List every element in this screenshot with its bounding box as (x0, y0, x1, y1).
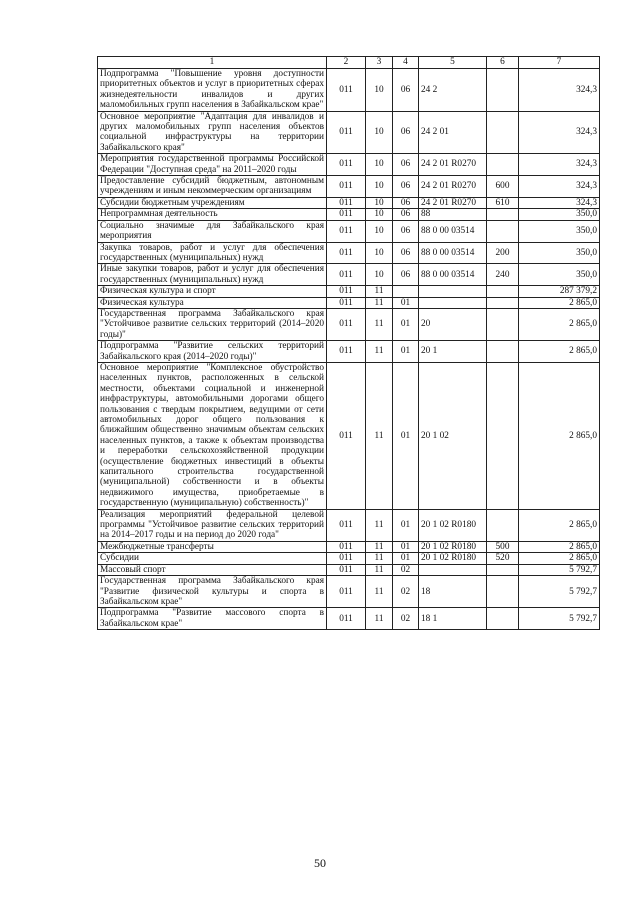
cell-amount: 350,0 (519, 242, 600, 264)
cell-target-article: 24 2 01 R0270 (419, 197, 487, 208)
cell-grbs: 011 (327, 341, 366, 363)
cell-grbs: 011 (327, 220, 366, 242)
cell-section: 10 (366, 209, 393, 220)
header-cell: 3 (366, 57, 393, 69)
cell-grbs: 011 (327, 264, 366, 286)
cell-name: Межбюджетные трансферты (98, 541, 327, 552)
cell-target-article: 20 (419, 308, 487, 340)
cell-expense-type (487, 308, 519, 340)
cell-target-article (419, 297, 487, 308)
cell-subsection: 02 (393, 608, 419, 630)
cell-grbs: 011 (327, 553, 366, 564)
cell-target-article: 88 0 00 03514 (419, 220, 487, 242)
cell-amount: 324,3 (519, 69, 600, 112)
cell-section: 11 (366, 608, 393, 630)
cell-target-article: 24 2 01 (419, 111, 487, 154)
cell-name: Основное мероприятие "Комплексное обустройство населенных пунктов, расположенных в сельской местности, объектами социальной и инженерной инфраструктуры, автомобильными дорогами общего пользования с твердым покрытием, ведущими от сети автомобильных дорог общего пользования к ближайшим общественно значимым объектам сельских населенных пунктов, а также к объектам производства и переработки сельскохозяйственной продукции (осуществление бюджетных инвестиций в объекты капитального строительства государственной (муниципальной) собственности и в объекты недвижимого имущества, приобретаемые в государственную (муниципальную) собственность)" (98, 362, 327, 509)
cell-target-article: 24 2 01 R0270 (419, 176, 487, 198)
cell-section: 11 (366, 341, 393, 363)
header-cell: 2 (327, 57, 366, 69)
table-row (98, 297, 600, 308)
cell-name: Основное мероприятие "Адаптация для инвалидов и других маломобильных групп населения объектов социальной инфраструктуры на территории Забайкальского края" (98, 111, 327, 154)
cell-expense-type: 610 (487, 197, 519, 208)
cell-section: 11 (366, 576, 393, 608)
cell-subsection (393, 286, 419, 297)
cell-section: 11 (366, 564, 393, 575)
cell-target-article: 20 1 (419, 341, 487, 363)
table-row (98, 209, 600, 220)
cell-amount: 324,3 (519, 111, 600, 154)
cell-expense-type (487, 154, 519, 176)
cell-target-article: 20 1 02 R0180 (419, 553, 487, 564)
cell-amount: 324,3 (519, 197, 600, 208)
table-row (98, 286, 600, 297)
cell-section: 10 (366, 197, 393, 208)
cell-name: Массовый спорт (98, 564, 327, 575)
cell-amount: 324,3 (519, 154, 600, 176)
table-row (98, 111, 600, 154)
cell-section: 11 (366, 509, 393, 541)
cell-subsection: 06 (393, 176, 419, 198)
table-row (98, 69, 600, 112)
table-row (98, 564, 600, 575)
cell-grbs: 011 (327, 154, 366, 176)
table-row (98, 264, 600, 286)
cell-grbs: 011 (327, 242, 366, 264)
cell-name: Физическая культура (98, 297, 327, 308)
cell-grbs: 011 (327, 176, 366, 198)
cell-amount: 5 792,7 (519, 564, 600, 575)
cell-target-article (419, 286, 487, 297)
cell-target-article: 20 1 02 (419, 362, 487, 509)
cell-target-article: 88 (419, 209, 487, 220)
cell-name: Иные закупки товаров, работ и услуг для обеспечения государственных (муниципальных) нужд (98, 264, 327, 286)
cell-target-article (419, 564, 487, 575)
cell-name: Предоставление субсидий бюджетным, автономным учреждениям и иным некоммерческим организациям (98, 176, 327, 198)
cell-target-article: 88 0 00 03514 (419, 242, 487, 264)
cell-expense-type (487, 220, 519, 242)
cell-subsection: 01 (393, 509, 419, 541)
cell-amount: 350,0 (519, 264, 600, 286)
cell-section: 10 (366, 69, 393, 112)
cell-grbs: 011 (327, 69, 366, 112)
cell-amount: 324,3 (519, 176, 600, 198)
cell-target-article: 20 1 02 R0180 (419, 541, 487, 552)
cell-subsection: 06 (393, 209, 419, 220)
budget-table (97, 56, 600, 630)
cell-subsection: 06 (393, 220, 419, 242)
cell-expense-type: 500 (487, 541, 519, 552)
cell-subsection: 06 (393, 264, 419, 286)
cell-subsection: 02 (393, 576, 419, 608)
cell-grbs: 011 (327, 362, 366, 509)
cell-subsection: 06 (393, 111, 419, 154)
cell-amount: 287 379,2 (519, 286, 600, 297)
cell-amount: 2 865,0 (519, 541, 600, 552)
table-row (98, 541, 600, 552)
cell-amount: 5 792,7 (519, 608, 600, 630)
cell-target-article: 20 1 02 R0180 (419, 509, 487, 541)
cell-name: Подпрограмма "Развитие массового спорта в Забайкальском крае" (98, 608, 327, 630)
cell-name: Мероприятия государственной программы Российской Федерации "Доступная среда" на 2011–2020 годы (98, 154, 327, 176)
table-row (98, 308, 600, 340)
table-row (98, 576, 600, 608)
cell-section: 11 (366, 541, 393, 552)
cell-expense-type (487, 209, 519, 220)
header-cell: 1 (98, 57, 327, 69)
cell-section: 11 (366, 286, 393, 297)
cell-amount: 350,0 (519, 209, 600, 220)
cell-name: Социально значимые для Забайкальского края мероприятия (98, 220, 327, 242)
cell-subsection: 01 (393, 362, 419, 509)
cell-subsection: 01 (393, 553, 419, 564)
header-cell: 6 (487, 57, 519, 69)
cell-name: Физическая культура и спорт (98, 286, 327, 297)
cell-section: 10 (366, 264, 393, 286)
cell-section: 10 (366, 242, 393, 264)
cell-subsection: 06 (393, 197, 419, 208)
cell-subsection: 01 (393, 541, 419, 552)
cell-expense-type: 200 (487, 242, 519, 264)
cell-subsection: 01 (393, 297, 419, 308)
cell-amount: 5 792,7 (519, 576, 600, 608)
cell-name: Реализация мероприятий федеральной целевой программы "Устойчивое развитие сельских территорий на 2014–2017 годы и на период до 2020 года" (98, 509, 327, 541)
cell-expense-type (487, 564, 519, 575)
cell-name: Субсидии бюджетным учреждениям (98, 197, 327, 208)
cell-grbs: 011 (327, 209, 366, 220)
table-row (98, 608, 600, 630)
cell-expense-type (487, 341, 519, 363)
cell-target-article: 24 2 01 R0270 (419, 154, 487, 176)
cell-section: 11 (366, 308, 393, 340)
cell-expense-type (487, 297, 519, 308)
cell-subsection: 06 (393, 242, 419, 264)
cell-name: Подпрограмма "Повышение уровня доступности приоритетных объектов и услуг в приоритетных сферах жизнедеятельности инвалидов и других маломобильных групп населения в Забайкальском крае" (98, 69, 327, 112)
cell-amount: 2 865,0 (519, 509, 600, 541)
table-body (98, 69, 600, 630)
cell-name: Государственная программа Забайкальского края "Устойчивое развитие сельских территорий (2014–2020 годы)" (98, 308, 327, 340)
cell-amount: 2 865,0 (519, 297, 600, 308)
cell-expense-type (487, 111, 519, 154)
cell-target-article: 18 (419, 576, 487, 608)
cell-subsection: 02 (393, 564, 419, 575)
cell-subsection: 01 (393, 308, 419, 340)
header-cell: 4 (393, 57, 419, 69)
cell-expense-type (487, 608, 519, 630)
cell-grbs: 011 (327, 111, 366, 154)
cell-subsection: 06 (393, 69, 419, 112)
table-row (98, 341, 600, 363)
header-cell: 7 (519, 57, 600, 69)
cell-expense-type (487, 286, 519, 297)
cell-grbs: 011 (327, 197, 366, 208)
table-row (98, 220, 600, 242)
cell-grbs: 011 (327, 297, 366, 308)
cell-grbs: 011 (327, 286, 366, 297)
cell-section: 10 (366, 111, 393, 154)
cell-grbs: 011 (327, 608, 366, 630)
cell-name: Закупка товаров, работ и услуг для обеспечения государственных (муниципальных) нужд (98, 242, 327, 264)
table-row (98, 176, 600, 198)
cell-name: Субсидии (98, 553, 327, 564)
cell-amount: 2 865,0 (519, 553, 600, 564)
table-row (98, 197, 600, 208)
table-row (98, 362, 600, 509)
cell-expense-type: 240 (487, 264, 519, 286)
cell-section: 10 (366, 176, 393, 198)
header-row (98, 57, 600, 69)
cell-grbs: 011 (327, 509, 366, 541)
cell-section: 10 (366, 154, 393, 176)
page-number: 50 (314, 856, 326, 870)
cell-target-article: 24 2 (419, 69, 487, 112)
header-cell: 5 (419, 57, 487, 69)
cell-amount: 2 865,0 (519, 308, 600, 340)
table-row (98, 154, 600, 176)
cell-amount: 2 865,0 (519, 341, 600, 363)
cell-section: 11 (366, 297, 393, 308)
cell-grbs: 011 (327, 541, 366, 552)
cell-name: Государственная программа Забайкальского края "Развитие физической культуры и спорта в Забайкальском крае" (98, 576, 327, 608)
cell-section: 10 (366, 220, 393, 242)
cell-subsection: 01 (393, 341, 419, 363)
cell-expense-type: 520 (487, 553, 519, 564)
cell-amount: 2 865,0 (519, 362, 600, 509)
cell-expense-type: 600 (487, 176, 519, 198)
cell-expense-type (487, 576, 519, 608)
table-row (98, 553, 600, 564)
cell-expense-type (487, 362, 519, 509)
cell-section: 11 (366, 553, 393, 564)
cell-expense-type (487, 69, 519, 112)
cell-grbs: 011 (327, 576, 366, 608)
cell-expense-type (487, 509, 519, 541)
cell-grbs: 011 (327, 564, 366, 575)
cell-grbs: 011 (327, 308, 366, 340)
cell-name: Подпрограмма "Развитие сельских территорий Забайкальского края (2014–2020 годы)" (98, 341, 327, 363)
cell-name: Непрограммная деятельность (98, 209, 327, 220)
cell-amount: 350,0 (519, 220, 600, 242)
cell-section: 11 (366, 362, 393, 509)
cell-target-article: 18 1 (419, 608, 487, 630)
cell-target-article: 88 0 00 03514 (419, 264, 487, 286)
table-row (98, 509, 600, 541)
cell-subsection: 06 (393, 154, 419, 176)
table-row (98, 242, 600, 264)
